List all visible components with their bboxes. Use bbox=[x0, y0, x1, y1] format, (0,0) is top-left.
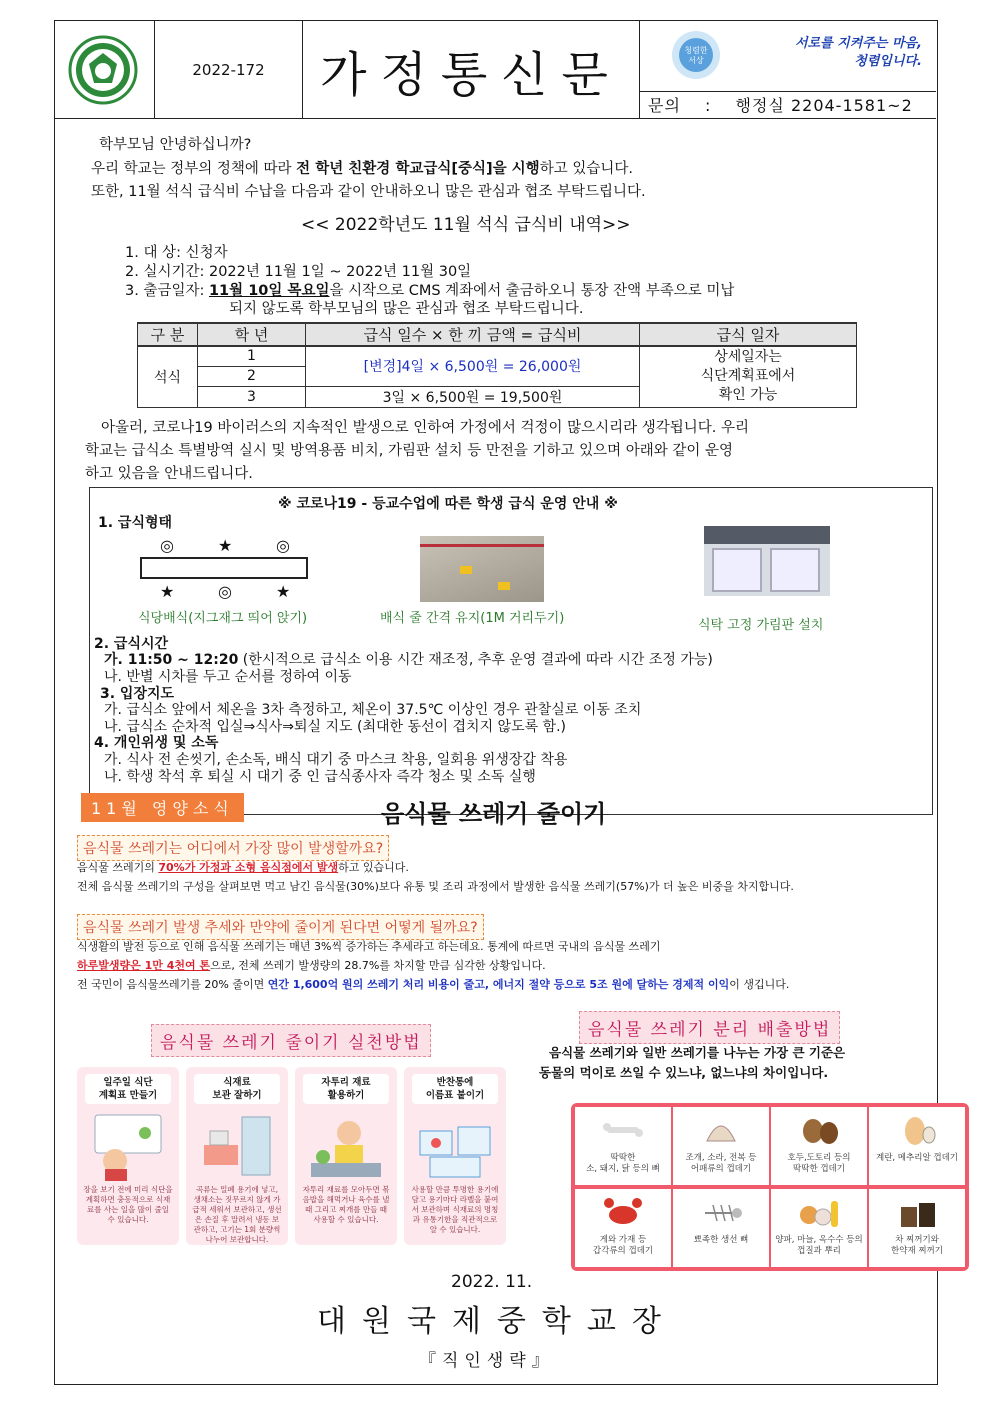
contact-label: 문의 bbox=[648, 96, 681, 115]
fee-th-grade: 학 년 bbox=[198, 323, 306, 346]
practice-card-leftovers bbox=[295, 1067, 397, 1245]
covid-para-2: 학교는 급식소 특별방역 실시 및 방역용품 비치, 가림판 설치 등 만전을 기하고 있으며 아래와 같이 운영 bbox=[85, 443, 734, 459]
sep-cell-eggshell bbox=[869, 1107, 965, 1185]
seat-mark-top-2: ★ bbox=[218, 536, 233, 555]
covid-s2: 2. 급식시간 bbox=[94, 636, 169, 652]
covid-s3: 3. 입장지도 bbox=[100, 686, 175, 702]
onion-corn-icon bbox=[795, 1193, 843, 1231]
nutrition-p1-red: 70%가 가정과 소형 음식점에서 발생 bbox=[158, 861, 339, 874]
fee-item-2: 2. 실시기간: 2022년 11월 1일 ~ 2022년 11월 30일 bbox=[125, 264, 472, 280]
caption-queue: 배식 줄 간격 유지(1M 거리두기) bbox=[380, 611, 565, 626]
practice-tag: 음식물 쓰레기 줄이기 실천방법 bbox=[151, 1024, 431, 1057]
queue-distance-photo bbox=[420, 536, 544, 602]
intro-line-2-post: 하고 있습니다. bbox=[539, 161, 633, 177]
intro-line-3: 또한, 11월 석식 급식비 수납을 다음과 같이 안내하오니 많은 관심과 협조 부탁드립니다. bbox=[91, 184, 646, 200]
nutrition-p1 bbox=[77, 860, 409, 876]
svg-text:청렴한: 청렴한 bbox=[684, 46, 708, 55]
fee-date-note-2: 식단계획표에서 bbox=[700, 368, 796, 385]
covid-s4a: 가. 식사 전 손씻기, 손소독, 배식 대기 중 마스크 착용, 일회용 위생장갑 착용 bbox=[104, 752, 568, 768]
svg-text:서상: 서상 bbox=[688, 56, 704, 65]
intro-line-2-bold: 전 학년 친환경 학교급식[중식]을 시행 bbox=[296, 161, 540, 177]
covid-s2a-post: (한시적으로 급식소 이용 시간 재조정, 추후 운영 결과에 따라 시간 조정 가능) bbox=[238, 652, 713, 668]
question-2: 음식물 쓰레기 발생 추세와 만약에 줄이게 된다면 어떻게 될까요? bbox=[77, 914, 484, 940]
card-desc: 자투리 재료를 모아두면 볶음밥을 해먹거나 육수를 낼 때 그리고 찌개를 만들 때 사용할 수 있습니다. bbox=[302, 1185, 390, 1224]
nutrition-p5-pre: 전 국민이 음식물쓰레기를 20% 줄이면 bbox=[77, 978, 268, 991]
fee-table-header bbox=[138, 323, 857, 346]
nutrition-p1-pre: 음식물 쓰레기의 bbox=[77, 861, 159, 874]
card-title: 식재료 보관 잘하기 bbox=[194, 1074, 280, 1104]
sep-cell-nuts bbox=[771, 1107, 867, 1185]
covid-s4: 4. 개인위생 및 소독 bbox=[94, 735, 219, 751]
container-label-icon bbox=[414, 1111, 496, 1181]
fridge-storage-icon bbox=[196, 1111, 278, 1181]
seat-mark-top-3: ◎ bbox=[276, 536, 290, 555]
covid-s4b: 나. 학생 착석 후 퇴실 시 대기 중 인 급식종사자 즉각 청소 및 소독 실행 bbox=[104, 769, 536, 785]
nutrition-headline: 음식물 쓰레기 줄이기 bbox=[381, 800, 607, 828]
fee-table bbox=[137, 322, 857, 408]
card-title: 자투리 재료 활용하기 bbox=[303, 1074, 389, 1104]
shell-icon bbox=[697, 1111, 745, 1149]
nutrition-tag: 11월 영양소식 bbox=[81, 793, 244, 822]
seat-mark-bottom-1: ★ bbox=[160, 582, 175, 601]
fee-date-note-3: 확인 가능 bbox=[718, 387, 778, 404]
nutrition-p1-post: 하고 있습니다. bbox=[338, 861, 409, 874]
cell-label: 차 찌꺼기와 한약재 찌꺼기 bbox=[891, 1235, 943, 1256]
separate-line-2: 동물의 먹이로 쓰일 수 있느냐, 없느냐의 차이입니다. bbox=[539, 1065, 829, 1080]
card-desc: 곡류는 밀폐 용기에 넣고, 생채소는 짓무르지 않게 가급적 세워서 보관하고, 생선은 손질 후 말려서 냉동 보관하고, 고기는 1회 분량씩 나누어 보관합니다. bbox=[192, 1185, 282, 1244]
sep-cell-crustacean bbox=[575, 1189, 671, 1267]
nutrition-p5-blue: 연간 1,600억 원의 쓰레기 처리 비용이 줄고, 에너지 절약 등으로 5조 원에 달하는 경제적 이익 bbox=[267, 978, 730, 991]
cell-label: 계란, 메추리알 껍데기 bbox=[875, 1153, 958, 1163]
slogan-line-2: 청렴입니다. bbox=[854, 54, 922, 69]
cooking-icon bbox=[305, 1111, 387, 1181]
separation-grid bbox=[571, 1103, 969, 1271]
nutrition-p5 bbox=[77, 977, 789, 993]
card-title: 일주일 식단 계획표 만들기 bbox=[85, 1074, 171, 1104]
cell-label: 딱딱한 소, 돼지, 닭 등의 뼈 bbox=[586, 1153, 660, 1174]
meal-plan-icon bbox=[87, 1111, 169, 1181]
practice-card-menu-plan bbox=[77, 1067, 179, 1245]
fee-item-1: 1. 대 상: 신청자 bbox=[125, 245, 228, 261]
contact-sep: : bbox=[705, 96, 712, 115]
fee-category: 석식 bbox=[138, 346, 198, 407]
fee-grade-1: 1 bbox=[198, 346, 306, 366]
sep-cell-bones bbox=[575, 1107, 671, 1185]
covid-para-3: 하고 있음을 안내드립니다. bbox=[85, 466, 253, 482]
covid-s3a: 가. 급식소 앞에서 체온을 3차 측정하고, 체온이 37.5℃ 이상인 경우 관찰실로 이동 조치 bbox=[104, 702, 642, 718]
fee-item-3-post: 을 시작으로 CMS 계좌에서 출금하오니 통장 잔액 부족으로 미납 bbox=[329, 283, 735, 299]
fee-th-calc: 급식 일수 × 한 끼 금액 = 급식비 bbox=[306, 323, 640, 346]
walnut-icon bbox=[795, 1111, 843, 1149]
sep-cell-fishbone bbox=[673, 1189, 769, 1267]
crab-icon bbox=[599, 1193, 647, 1231]
slogan-line-1: 서로를 지켜주는 마음, bbox=[794, 36, 922, 51]
nutrition-p3: 식생활의 발전 등으로 인해 음식물 쓰레기는 매년 3%씩 증가하는 추세라고 하는데요. 통계에 따르면 국내의 음식물 쓰레기 bbox=[77, 940, 661, 953]
fee-item-3-bold: 11월 10일 목요일 bbox=[208, 283, 330, 299]
fee-date-note bbox=[640, 346, 857, 407]
fee-item-3-pre: 3. 출금일자: bbox=[125, 283, 209, 299]
nutrition-p4-post: 으로, 전체 쓰레기 발생량의 28.7%를 차지할 만큼 심각한 상황입니다. bbox=[210, 959, 546, 972]
covid-guide-box bbox=[89, 487, 933, 815]
table-row bbox=[138, 346, 857, 366]
covid-s1: 1. 급식형태 bbox=[98, 515, 173, 531]
tea-leaves-icon bbox=[893, 1193, 941, 1231]
seat-table-diagram bbox=[140, 557, 308, 579]
cell-label: 게와 가재 등 갑각류의 껍데기 bbox=[592, 1235, 654, 1256]
separate-line-1: 음식물 쓰레기와 일반 쓰레기를 나누는 가장 큰 기준은 bbox=[549, 1045, 846, 1060]
card-desc: 사용할 만큼 투명한 용기에 담고 용기마다 라벨을 붙여서 보관하며 식재료의 명칭과 유통기한을 직관적으로 알 수 있습니다. bbox=[411, 1185, 499, 1234]
practice-card-storage bbox=[186, 1067, 288, 1245]
covid-s3b: 나. 급식소 순차적 입실⇒식사⇒퇴실 지도 (최대한 동선이 겹치지 않도록 함.) bbox=[104, 719, 567, 735]
contact-info bbox=[640, 91, 936, 119]
fee-grade-2: 2 bbox=[198, 366, 306, 386]
fee-th-date: 급식 일자 bbox=[640, 323, 857, 346]
caption-partition: 식탁 고정 가림판 설치 bbox=[698, 618, 824, 633]
doc-number: 2022-172 bbox=[155, 21, 303, 119]
bone-icon bbox=[599, 1111, 647, 1149]
card-desc: 장을 보기 전에 미리 식단을 계획하면 충동적으로 식재료를 사는 일을 많이 줄일 수 있습니다. bbox=[83, 1185, 173, 1224]
practice-card-label bbox=[404, 1067, 506, 1245]
nutrition-p2: 전체 음식물 쓰레기의 구성을 살펴보면 먹고 남긴 음식물(30%)보다 유통 및 조리 과정에서 발생한 음식물 쓰레기(57%)가 더 높은 비중을 차지합니다. bbox=[77, 880, 794, 893]
fishbone-icon bbox=[697, 1193, 745, 1231]
header bbox=[55, 21, 936, 119]
nutrition-p5-post: 이 생깁니다. bbox=[729, 978, 790, 991]
doc-title: 가정통신문 bbox=[303, 21, 640, 119]
seal-omitted-note: 『직인생략』 bbox=[419, 1351, 555, 1371]
integrity-badge bbox=[670, 29, 722, 81]
separate-tag: 음식물 쓰레기 분리 배출방법 bbox=[579, 1011, 840, 1044]
fee-grade-3: 3 bbox=[198, 386, 306, 407]
seat-mark-top-1: ◎ bbox=[160, 536, 174, 555]
sep-cell-tea bbox=[869, 1189, 965, 1267]
intro-line-2-pre: 우리 학교는 정부의 정책에 따라 bbox=[91, 161, 297, 177]
slogan bbox=[782, 35, 922, 71]
contact-value: 행정실 2204-1581~2 bbox=[735, 96, 913, 115]
covid-para-1: 아울러, 코로나19 바이러스의 지속적인 발생으로 인하여 가정에서 걱정이 많으시리라 생각됩니다. 우리 bbox=[101, 420, 750, 436]
fee-heading: << 2022학년도 11월 석식 급식비 내역>> bbox=[301, 215, 631, 235]
fee-calc-12: [변경]4일 × 6,500원 = 26,000원 bbox=[306, 346, 640, 386]
document-frame bbox=[54, 20, 958, 1385]
question-1: 음식물 쓰레기는 어디에서 가장 많이 발생할까요? bbox=[77, 835, 389, 861]
cell-label: 호두,도토리 등의 딱딱한 껍데기 bbox=[787, 1153, 851, 1174]
partition-photo bbox=[704, 526, 830, 596]
seat-mark-bottom-3: ★ bbox=[276, 582, 291, 601]
card-title: 반찬통에 이름표 붙이기 bbox=[412, 1074, 498, 1104]
fee-item-3-line-2: 되지 않도록 학부모님의 많은 관심과 협조 부탁드립니다. bbox=[229, 301, 584, 317]
cell-label: 조개, 소라, 전복 등 어패류의 껍데기 bbox=[685, 1153, 757, 1174]
nutrition-p4-red: 하루발생량은 1만 4천여 톤 bbox=[77, 959, 211, 972]
covid-s2a bbox=[104, 651, 713, 669]
covid-s2b: 나. 반별 시차를 두고 순서를 정하여 이동 bbox=[104, 669, 352, 685]
footer-date: 2022. 11. bbox=[451, 1272, 533, 1292]
fee-calc-3: 3일 × 6,500원 = 19,500원 bbox=[306, 386, 640, 407]
cell-label: 양파, 마늘, 옥수수 등의 껍질과 뿌리 bbox=[775, 1235, 863, 1256]
fee-th-category: 구 분 bbox=[138, 323, 198, 346]
fee-date-note-1: 상세일자는 bbox=[714, 349, 782, 366]
covid-box-title: ※ 코로나19 - 등교수업에 따른 학생 급식 운영 안내 ※ bbox=[278, 496, 618, 512]
covid-s2a-bold: 가. 11:50 ~ 12:20 bbox=[104, 652, 239, 668]
seat-mark-bottom-2: ◎ bbox=[218, 582, 232, 601]
intro-greeting: 학부모님 안녕하십니까? bbox=[99, 137, 252, 153]
sep-cell-shells bbox=[673, 1107, 769, 1185]
caption-seating: 식당배식(지그재그 띄어 앉기) bbox=[138, 611, 308, 626]
principal-name: 대원국제중학교장 bbox=[317, 1304, 677, 1339]
intro-line-2 bbox=[91, 159, 633, 179]
fee-item-3 bbox=[125, 281, 734, 301]
school-logo bbox=[55, 21, 155, 119]
sep-cell-onion bbox=[771, 1189, 867, 1267]
egg-icon bbox=[893, 1111, 941, 1149]
header-right bbox=[640, 21, 936, 119]
cell-label: 뾰족한 생선 뼈 bbox=[693, 1235, 749, 1245]
nutrition-p4 bbox=[77, 958, 546, 974]
